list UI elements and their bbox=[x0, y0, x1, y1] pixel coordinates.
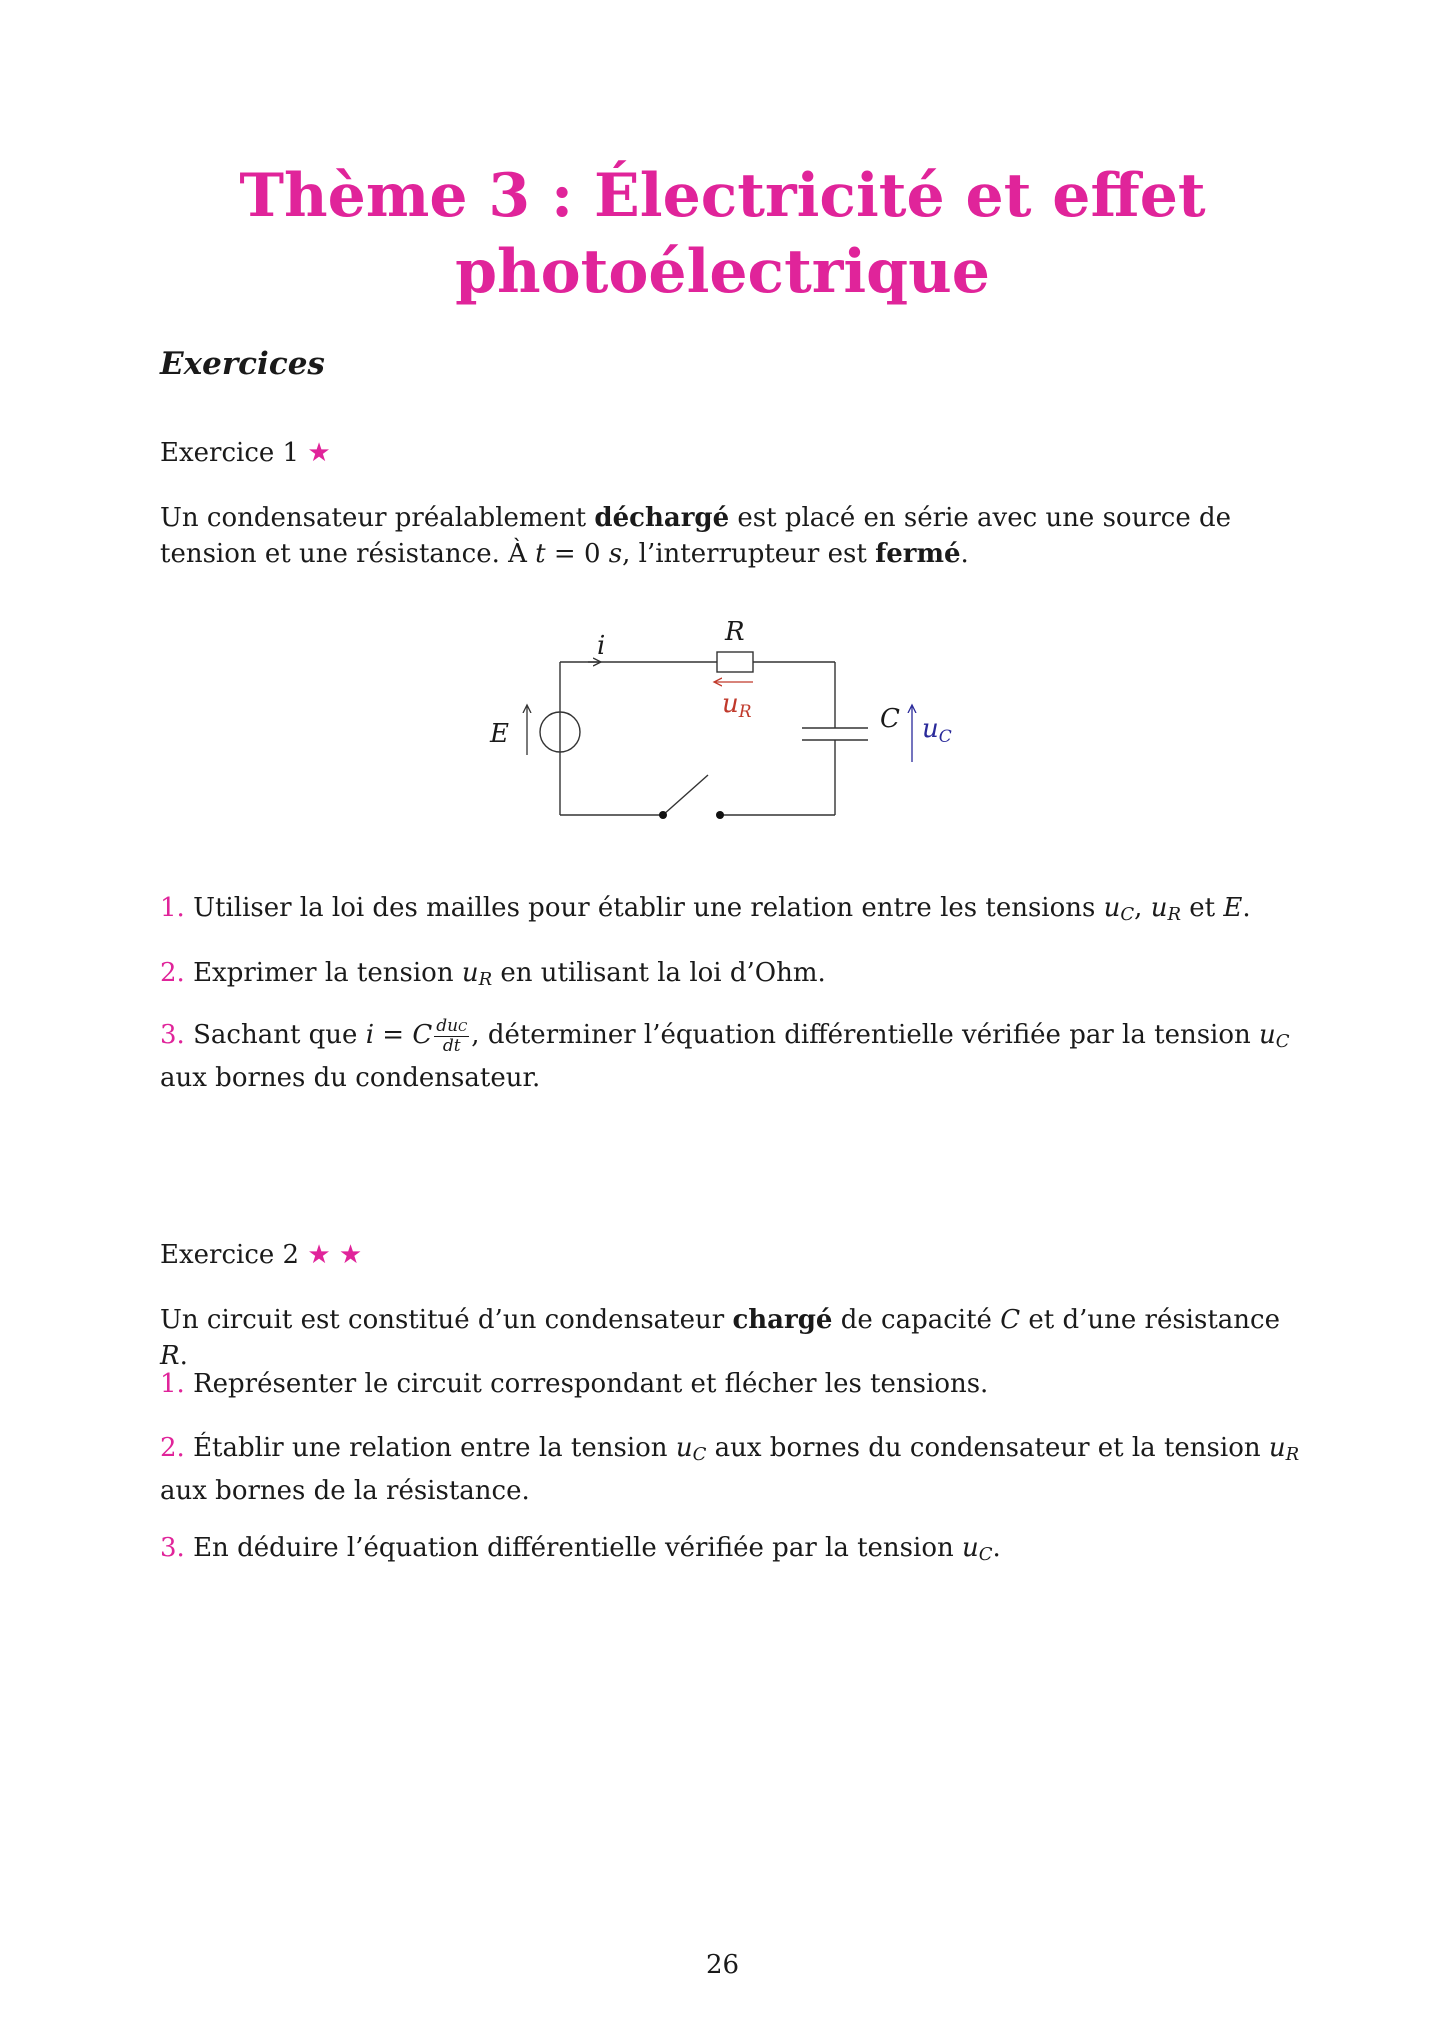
exercise-1-intro: Un condensateur préalablement déchargé est placé en série avec une source de tension et une résistance. À t = 0 s, l’interrupteur est fermé. bbox=[160, 503, 1231, 569]
rc-circuit-diagram bbox=[460, 610, 980, 830]
label-E: E bbox=[490, 719, 509, 749]
exercise-2-question-2: 2. Établir une relation entre la tension $u_C$ aux bornes du condensateur et la tension $u_R$ aux bornes de la résistance. bbox=[160, 1433, 1300, 1506]
label-i: i bbox=[597, 631, 606, 661]
exercise-2-question-1: 1. Représenter le circuit correspondant et flécher les tensions. bbox=[160, 1369, 989, 1399]
section-heading: Exercices bbox=[160, 346, 325, 382]
exercise-1-question-2: 2. Exprimer la tension $u_R$ en utilisant la loi d’Ohm. bbox=[160, 958, 826, 990]
exercise-2-question-3: 3. En déduire l’équation différentielle vérifiée par la tension $u_C$. bbox=[160, 1533, 1001, 1565]
difficulty-stars-icon: ★ ★ bbox=[307, 1240, 363, 1270]
circuit-svg bbox=[460, 610, 980, 830]
circuit-wires bbox=[560, 662, 835, 815]
exercise-2-heading: Exercice 2 ★ ★ bbox=[160, 1240, 363, 1270]
derivative-fraction: $\frac{\text{duC}}{dt}$ bbox=[436, 1016, 468, 1056]
resistor bbox=[717, 652, 753, 672]
page-title: Thème 3 : Électricité et effet photoélectrique bbox=[239, 161, 1206, 307]
switch bbox=[659, 775, 724, 819]
exercise-1-question-3: 3. Sachant que i = C $\frac{\text{duC}}{dt}$ , déterminer l’équation différentielle vérifiée par la tension $u_C$ aux bornes du condensateur. bbox=[160, 1016, 1290, 1093]
label-R: R bbox=[725, 617, 745, 647]
label-uR: uR bbox=[722, 689, 752, 722]
label-uC: uC bbox=[922, 714, 952, 747]
page-number: 26 bbox=[705, 1950, 740, 1980]
difficulty-star-icon: ★ bbox=[307, 438, 331, 468]
capacitor bbox=[802, 728, 868, 740]
exercise-2-intro: Un circuit est constitué d’un condensateur chargé de capacité C et d’une résistance R. bbox=[160, 1305, 1280, 1371]
exercise-1-question-1: 1. Utiliser la loi des mailles pour établir une relation entre les tensions $u_C$, $u_R$ et E. bbox=[160, 893, 1251, 925]
exercise-1-heading: Exercice 1 ★ bbox=[160, 438, 331, 468]
label-C: C bbox=[880, 704, 900, 734]
